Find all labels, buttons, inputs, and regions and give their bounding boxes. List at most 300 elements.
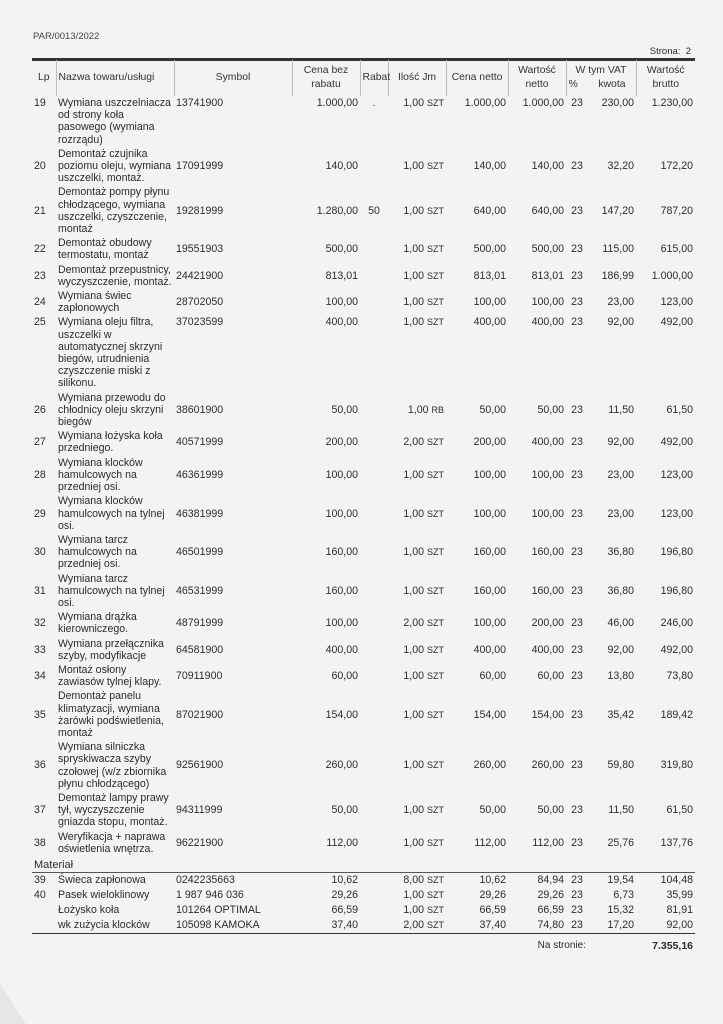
cell-vat: 35,42	[607, 708, 635, 721]
cell-vat-pct: 23	[571, 804, 583, 817]
cell-unit: SZT	[427, 709, 444, 720]
cell-net-price: 640,00	[473, 204, 506, 217]
col-net-value: Wartość netto	[508, 60, 566, 96]
col-gross: Wartość brutto	[636, 60, 695, 96]
cell-vat: 32,20	[607, 160, 635, 173]
cell-qty-unit	[388, 791, 446, 830]
cell-lp: 35	[34, 708, 46, 721]
cell-lp: 39	[34, 874, 46, 887]
cell-vat: 17,20	[607, 919, 635, 932]
cell-discount	[360, 740, 388, 791]
cell-discount	[360, 456, 388, 495]
cell-qty: 1,00	[403, 670, 424, 683]
cell-vat-pct: 23	[571, 160, 583, 173]
cell-unit: SZT	[427, 508, 444, 519]
table-row	[32, 791, 695, 830]
table-row	[32, 903, 695, 918]
cell-qty: 1,00	[403, 97, 424, 109]
cell-name: Wymiana oleju filtra, uszczelki w automatycznej skrzyni biegów, utrudnienia czyszczenie miski z silikonu.	[58, 316, 163, 390]
material-section-title: Materiał	[32, 856, 695, 873]
cell-name: Pasek wieloklinowy	[58, 889, 150, 902]
cell-name: Montaż osłony zawiasów tylnej klapy.	[58, 663, 162, 689]
cell-symbol: 24421900	[176, 269, 224, 282]
cell-qty-unit	[388, 830, 446, 856]
cell-lp: 24	[34, 296, 46, 309]
cell-unit: SZT	[427, 244, 444, 255]
cell-discount	[360, 830, 388, 856]
cell-net-price: 50,00	[479, 403, 506, 416]
cell-qty: 8,00	[403, 874, 424, 887]
cell-qty: 1,00	[403, 160, 424, 173]
cell-net-price: 260,00	[473, 759, 506, 772]
cell-name: Wymiana klocków hamulcowych na przedniej osi.	[58, 456, 143, 494]
cell-discount	[360, 263, 388, 289]
cell-price: 140,00	[325, 160, 358, 173]
table-row	[32, 236, 695, 262]
folded-corner	[0, 984, 26, 1024]
cell-gross: 123,00	[660, 507, 694, 520]
col-name: Nazwa towaru/usługi	[56, 60, 174, 96]
cell-qty-unit	[388, 391, 446, 430]
table-row	[32, 96, 695, 147]
cell-lp: 29	[34, 507, 46, 520]
cell-vat: 186,99	[601, 269, 635, 282]
cell-unit: SZT	[427, 270, 444, 281]
cell-net-price: 100,00	[473, 296, 506, 309]
table-row	[32, 888, 695, 903]
cell-gross: 1.230,00	[651, 97, 694, 109]
cell-gross: 492,00	[660, 316, 694, 329]
cell-vat-pct: 23	[571, 617, 583, 630]
cell-vat: 59,80	[607, 759, 635, 772]
table-row	[32, 610, 695, 636]
cell-qty-unit	[388, 429, 446, 455]
cell-net-price: 66,59	[479, 904, 506, 917]
cell-unit: SZT	[427, 317, 444, 328]
cell-qty: 1,00	[403, 507, 424, 520]
cell-net-price: 10,62	[479, 874, 506, 887]
cell-gross: 104,48	[660, 874, 694, 887]
cell-net-value: 154,00	[531, 708, 564, 721]
cell-vat-pct: 23	[571, 919, 583, 932]
cell-qty: 1,00	[403, 468, 424, 481]
page-total-row	[32, 934, 695, 954]
cell-gross: 189,42	[660, 708, 694, 721]
cell-gross: 246,00	[660, 617, 694, 630]
cell-name: wk zużycia klocków	[58, 919, 150, 932]
cell-net-value: 29,26	[537, 889, 564, 902]
cell-net-price: 140,00	[473, 160, 506, 173]
cell-discount	[360, 888, 388, 903]
cell-qty: 1,00	[403, 204, 424, 217]
cell-gross: 615,00	[660, 243, 694, 256]
cell-qty: 1,00	[403, 904, 424, 917]
table-row	[32, 740, 695, 791]
table-row	[32, 873, 695, 889]
cell-net-value: 112,00	[532, 836, 564, 849]
cell-symbol: 105098 KAMOKA	[176, 919, 260, 932]
cell-symbol: 37023599	[176, 316, 224, 329]
cell-name: Wymiana przewodu do chłodnicy oleju skrzyni biegów	[58, 391, 166, 429]
table-row	[32, 918, 695, 934]
cell-symbol: 1 987 946 036	[176, 889, 244, 902]
cell-discount: .	[372, 97, 376, 109]
cell-vat-pct: 23	[571, 436, 583, 449]
cell-name: Wymiana tarcz hamulcowych na przedniej osi.	[58, 533, 137, 571]
cell-price: 100,00	[325, 617, 358, 630]
cell-discount	[360, 791, 388, 830]
table-row	[32, 830, 695, 856]
cell-qty-unit	[388, 147, 446, 186]
cell-net-value: 1.000,00	[522, 97, 564, 109]
cell-qty: 1,00	[403, 316, 424, 329]
cell-gross: 61,50	[666, 804, 694, 817]
cell-net-value: 400,00	[531, 643, 564, 656]
table-row	[32, 391, 695, 430]
cell-discount	[360, 533, 388, 572]
cell-lp	[32, 918, 56, 934]
cell-unit: SZT	[427, 437, 444, 448]
cell-unit: SZT	[427, 920, 444, 931]
cell-vat-pct: 23	[571, 584, 583, 597]
cell-qty-unit	[388, 610, 446, 636]
cell-price: 160,00	[325, 584, 358, 597]
cell-gross: 787,20	[660, 204, 694, 217]
table-row	[32, 689, 695, 740]
cell-discount	[360, 429, 388, 455]
cell-net-value: 60,00	[537, 670, 564, 683]
cell-qty: 1,00	[403, 708, 424, 721]
cell-gross: 492,00	[660, 436, 694, 449]
cell-name: Wymiana przełącznika szyby, modyfikacje	[58, 637, 164, 662]
cell-net-value: 50,00	[537, 403, 564, 416]
cell-name: Demontaż obudowy termostatu, montaż	[58, 237, 152, 262]
cell-net-price: 29,26	[479, 889, 506, 902]
cell-net-value: 160,00	[531, 584, 564, 597]
cell-discount	[360, 903, 388, 918]
cell-qty-unit	[388, 494, 446, 533]
cell-symbol: 46531999	[176, 584, 224, 597]
cell-net-value: 66,59	[537, 904, 564, 917]
cell-symbol: 28702050	[176, 296, 224, 309]
cell-qty: 2,00	[403, 919, 424, 932]
table-row	[32, 185, 695, 236]
table-row	[32, 315, 695, 390]
cell-gross: 35,99	[666, 889, 694, 902]
cell-unit: SZT	[427, 890, 444, 901]
cell-qty: 2,00	[403, 617, 424, 630]
cell-price: 160,00	[325, 546, 358, 559]
cell-discount: 50	[368, 204, 380, 217]
cell-gross: 81,91	[666, 904, 694, 917]
cell-name: Demontaż pompy płynu chłodzącego, wymiana uszczelki, czyszczenie, montaż	[58, 186, 170, 236]
cell-unit: SZT	[427, 585, 444, 596]
cell-vat-pct: 23	[571, 874, 583, 887]
cell-symbol: 40571999	[176, 436, 224, 449]
cell-qty-unit	[388, 315, 446, 390]
cell-net-price: 100,00	[473, 617, 506, 630]
table-row	[32, 456, 695, 495]
col-qty-unit: Ilość Jm	[388, 60, 446, 96]
cell-discount	[360, 147, 388, 186]
table-row	[32, 289, 695, 315]
cell-symbol: 87021900	[176, 708, 224, 721]
cell-net-price: 37,40	[479, 919, 506, 932]
cell-net-price: 200,00	[473, 436, 506, 449]
cell-price: 500,00	[325, 243, 358, 256]
cell-name: Demontaż przepustnicy, wyczyszczenie, montaż.	[58, 263, 172, 288]
cell-unit: SZT	[427, 875, 444, 886]
cell-gross: 123,00	[660, 296, 694, 309]
cell-vat: 11,50	[608, 804, 635, 817]
cell-vat: 36,80	[607, 584, 635, 597]
cell-unit: SZT	[427, 618, 444, 629]
cell-lp: 30	[34, 546, 46, 559]
cell-unit: SZT	[427, 547, 444, 558]
cell-net-price: 813,01	[473, 269, 506, 282]
cell-discount	[360, 289, 388, 315]
cell-lp: 40	[34, 889, 46, 902]
cell-qty: 1,00	[403, 759, 424, 772]
cell-net-value: 500,00	[531, 243, 564, 256]
cell-vat: 23,00	[607, 507, 635, 520]
cell-unit: SZT	[427, 805, 444, 816]
cell-unit: SZT	[427, 760, 444, 771]
cell-price: 100,00	[325, 507, 358, 520]
table-row	[32, 429, 695, 455]
cell-name: Wymiana świec zapłonowych	[58, 290, 132, 315]
cell-net-value: 74,80	[537, 919, 564, 932]
cell-vat-pct: 23	[571, 403, 583, 416]
cell-vat: 36,80	[607, 546, 635, 559]
cell-name: Wymiana uszczelniacza od strony koła pasowego (wymiana rozrządu)	[58, 97, 171, 146]
cell-lp: 19	[34, 97, 46, 109]
cell-gross: 196,80	[660, 546, 694, 559]
cell-lp: 36	[34, 759, 46, 772]
document-number: PAR/0013/2022	[33, 31, 100, 42]
cell-gross: 73,80	[666, 670, 694, 683]
cell-vat-pct: 23	[571, 889, 583, 902]
cell-vat: 15,32	[607, 904, 635, 917]
cell-symbol: 17091999	[176, 160, 224, 173]
cell-vat-pct: 23	[571, 97, 583, 109]
cell-gross: 319,80	[660, 759, 694, 772]
cell-qty-unit	[388, 456, 446, 495]
cell-net-price: 112,00	[474, 836, 506, 849]
table-header	[32, 60, 695, 96]
invoice-table	[32, 60, 695, 953]
cell-qty-unit	[388, 263, 446, 289]
cell-vat: 11,50	[608, 403, 635, 416]
cell-discount	[360, 689, 388, 740]
col-vat	[566, 60, 636, 96]
cell-net-price: 154,00	[473, 708, 506, 721]
cell-symbol: 64581900	[176, 643, 224, 656]
cell-qty-unit	[388, 96, 446, 147]
cell-qty-unit	[388, 740, 446, 791]
cell-vat: 25,76	[607, 836, 635, 849]
table-row	[32, 263, 695, 289]
cell-price: 10,62	[331, 874, 358, 887]
cell-symbol: 70911900	[176, 670, 223, 683]
cell-qty-unit	[388, 533, 446, 572]
cell-lp: 31	[34, 584, 46, 597]
cell-name: Łożysko koła	[58, 904, 120, 917]
cell-name: Wymiana drążka kierowniczego.	[58, 611, 137, 636]
cell-price: 200,00	[325, 436, 358, 449]
cell-name: Wymiana silniczka spryskiwacza szyby czołowej (w/z zbiornika płynu chłodzącego)	[58, 741, 167, 790]
table-row	[32, 663, 695, 689]
cell-net-value: 50,00	[537, 804, 564, 817]
cell-net-price: 60,00	[479, 670, 506, 683]
cell-qty: 1,00	[407, 403, 429, 416]
cell-gross: 196,80	[660, 584, 694, 597]
cell-price: 1.000,00	[316, 97, 358, 109]
cell-net-value: 813,01	[531, 269, 564, 282]
cell-price: 29,26	[331, 889, 358, 902]
cell-vat: 92,00	[607, 316, 635, 329]
cell-symbol: 19281999	[176, 204, 224, 217]
cell-vat-pct: 23	[571, 468, 583, 481]
col-price-before: Cena bez rabatu	[292, 60, 360, 96]
cell-qty: 1,00	[403, 804, 424, 817]
table-row	[32, 494, 695, 533]
cell-symbol: 48791999	[176, 617, 224, 630]
cell-price: 100,00	[325, 296, 358, 309]
cell-net-value: 140,00	[531, 160, 564, 173]
cell-vat-pct: 23	[571, 204, 583, 217]
cell-qty-unit	[388, 185, 446, 236]
cell-net-price: 160,00	[473, 546, 506, 559]
cell-symbol: 0242235663	[176, 874, 235, 887]
cell-net-price: 400,00	[473, 316, 506, 329]
cell-price: 400,00	[325, 316, 358, 329]
cell-symbol: 38601900	[176, 403, 224, 416]
cell-name: Demontaż lampy prawy tył, wyczyszczenie gniazda stopu, montaż.	[58, 791, 169, 829]
cell-name: Świeca zapłonowa	[58, 874, 146, 887]
cell-price: 50,00	[331, 804, 358, 817]
cell-qty: 1,00	[403, 546, 424, 559]
cell-net-value: 260,00	[531, 759, 564, 772]
col-vat-amount: kwota	[598, 79, 626, 90]
cell-discount	[360, 494, 388, 533]
cell-price: 813,01	[325, 269, 358, 282]
page-label: Strona:	[649, 46, 681, 57]
col-discount: Rabat	[360, 60, 388, 96]
cell-qty-unit	[388, 572, 446, 611]
col-vat-title: W tym VAT	[575, 65, 627, 76]
cell-discount	[360, 918, 388, 934]
cell-lp: 27	[34, 436, 46, 449]
cell-discount	[360, 663, 388, 689]
cell-discount	[360, 315, 388, 390]
cell-lp: 23	[34, 269, 46, 282]
cell-unit: SZT	[427, 297, 444, 308]
section-row	[32, 856, 695, 873]
cell-gross: 92,00	[666, 919, 694, 932]
cell-net-price: 160,00	[473, 584, 506, 597]
cell-qty: 1,00	[403, 889, 424, 902]
cell-symbol: 13741900	[176, 97, 224, 109]
cell-unit: SZT	[427, 671, 444, 682]
cell-lp: 20	[34, 160, 46, 173]
cell-qty: 1,00	[403, 269, 424, 282]
cell-price: 37,40	[331, 919, 358, 932]
cell-vat: 92,00	[607, 643, 635, 656]
table-row	[32, 147, 695, 186]
cell-name: Weryfikacja + naprawa oświetlenia wnętrza.	[58, 830, 166, 855]
table-row	[32, 637, 695, 663]
cell-vat-pct: 23	[571, 296, 583, 309]
cell-vat-pct: 23	[571, 836, 583, 849]
cell-price: 66,59	[331, 904, 358, 917]
cell-name: Demontaż panelu klimatyzacji, wymiana żarówki podświetlenia, montaż	[58, 690, 164, 739]
cell-unit: SZT	[427, 469, 444, 480]
cell-symbol: 46361999	[176, 468, 224, 481]
col-vat-pct: %	[568, 79, 578, 90]
cell-symbol: 101264 OPTIMAL	[176, 904, 261, 917]
cell-net-value: 100,00	[531, 507, 564, 520]
cell-vat: 23,00	[607, 468, 635, 481]
cell-price: 154,00	[325, 708, 358, 721]
cell-lp: 32	[34, 617, 46, 630]
cell-qty: 1,00	[403, 243, 424, 256]
cell-vat: 46,00	[607, 617, 635, 630]
col-net-price: Cena netto	[446, 60, 508, 96]
cell-lp: 38	[34, 836, 46, 849]
cell-symbol: 19551903	[176, 243, 224, 256]
cell-lp: 26	[34, 403, 46, 416]
cell-discount	[360, 610, 388, 636]
cell-vat-pct: 23	[571, 316, 583, 329]
cell-name: Wymiana łożyska koła przedniego.	[58, 430, 163, 455]
cell-unit: RB	[431, 404, 444, 415]
cell-price: 112,00	[326, 836, 358, 849]
cell-lp: 22	[34, 243, 46, 256]
cell-net-price: 400,00	[473, 643, 506, 656]
cell-net-value: 84,94	[537, 874, 564, 887]
cell-symbol: 96221900	[176, 836, 224, 849]
cell-vat-pct: 23	[571, 759, 583, 772]
cell-unit: SZT	[427, 644, 444, 655]
cell-unit: SZT	[427, 98, 444, 108]
cell-vat: 147,20	[601, 204, 635, 217]
table-row	[32, 572, 695, 611]
cell-symbol: 46381999	[176, 507, 224, 520]
cell-qty: 1,00	[403, 643, 424, 656]
cell-net-value: 160,00	[531, 546, 564, 559]
cell-unit: SZT	[427, 837, 444, 848]
cell-net-value: 100,00	[531, 296, 564, 309]
cell-vat: 115,00	[602, 243, 635, 256]
cell-lp: 28	[34, 468, 46, 481]
page-indicator	[650, 46, 691, 57]
page-number: 2	[685, 46, 691, 57]
cell-name: Wymiana klocków hamulcowych na tylnej osi.	[58, 495, 165, 532]
cell-net-price: 500,00	[473, 243, 506, 256]
cell-net-value: 400,00	[531, 436, 564, 449]
cell-vat: 23,00	[607, 296, 635, 309]
cell-unit: SZT	[427, 205, 444, 216]
cell-vat: 230,00	[601, 97, 635, 109]
cell-vat-pct: 23	[571, 546, 583, 559]
cell-net-value: 400,00	[531, 316, 564, 329]
cell-qty-unit	[388, 689, 446, 740]
cell-symbol: 92561900	[176, 759, 224, 772]
cell-gross: 492,00	[660, 643, 694, 656]
cell-qty-unit	[388, 918, 446, 934]
cell-lp: 21	[34, 204, 46, 217]
